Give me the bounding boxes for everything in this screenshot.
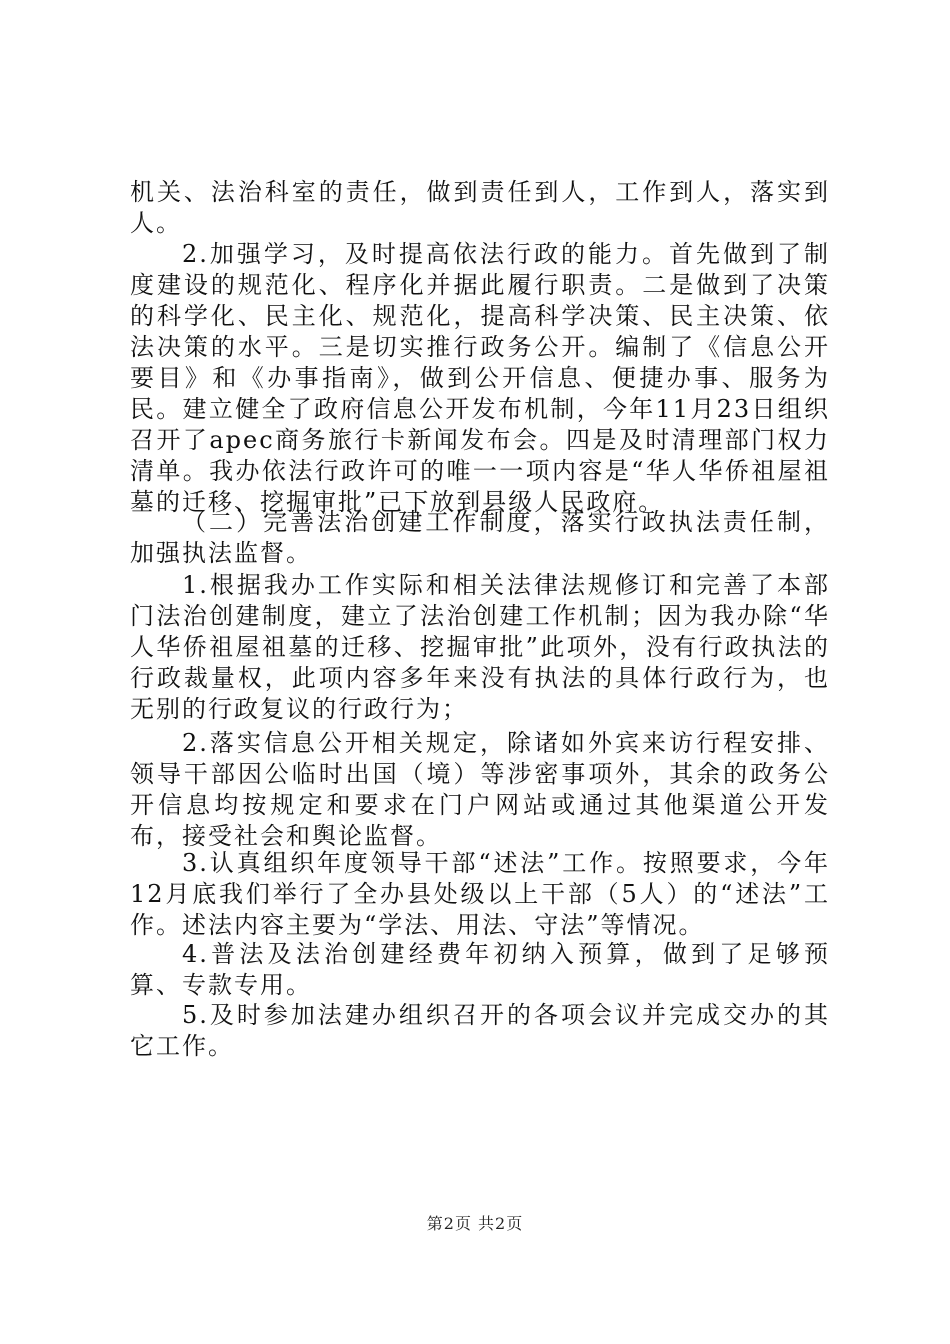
paragraph-item-5-meetings: 5.及时参加法建办组织召开的各项会议并完成交办的其它工作。: [130, 1001, 830, 1060]
paragraph-item-2-disclosure: 2.落实信息公开相关规定，除诸如外宾来访行程安排、领导干部因公临时出国（境）等涉密事项外，其余的政务公开信息均按规定和要求在门户网站或通过其他渠道公开发布，接受社会和舆论监督。: [130, 729, 830, 850]
paragraph-item-2-study: 2.加强学习，及时提高依法行政的能力。首先做到了制度建设的规范化、程序化并据此履行职责。二是做到了决策的科学化、民主化、规范化，提高科学决策、民主决策、依法决策的水平。三是切实推行政务公开。编制了《信息公开要目》和《办事指南》，做到公开信息、便捷办事、服务为民。建立健全了政府信息公开发布机制，今年11月23日组织召开了apec商务旅行卡新闻发布会。四是及时清理部门权力清单。我办依法行政许可的唯一一项内容是“华人华侨祖屋祖墓的迁移、挖掘审批”已下放到县级人民政府。: [130, 240, 830, 516]
paragraph-item-3-report: 3.认真组织年度领导干部“述法”工作。按照要求，今年12月底我们举行了全办县处级以上干部（5人）的“述法”工作。述法内容主要为“学法、用法、守法”等情况。: [130, 849, 830, 939]
page-number-footer: 第2页 共2页: [426, 1214, 524, 1233]
paragraph-item-4-budget: 4.普法及法治创建经费年初纳入预算，做到了足够预算、专款专用。: [130, 940, 830, 999]
paragraph-item-1-system: 1.根据我办工作实际和相关法律法规修订和完善了本部门法治创建制度，建立了法治创建工作机制；因为我办除“华人华侨祖屋祖墓的迁移、挖掘审批”此项外，没有行政执法的行政裁量权，此项内容多年来没有执法的具体行政行为，也无别的行政复议的行政行为；: [130, 571, 830, 723]
paragraph-continuation: 机关、法治科室的责任，做到责任到人，工作到人，落实到人。: [130, 178, 830, 237]
section-heading-2: （二）完善法治创建工作制度，落实行政执法责任制，加强执法监督。: [130, 508, 830, 567]
